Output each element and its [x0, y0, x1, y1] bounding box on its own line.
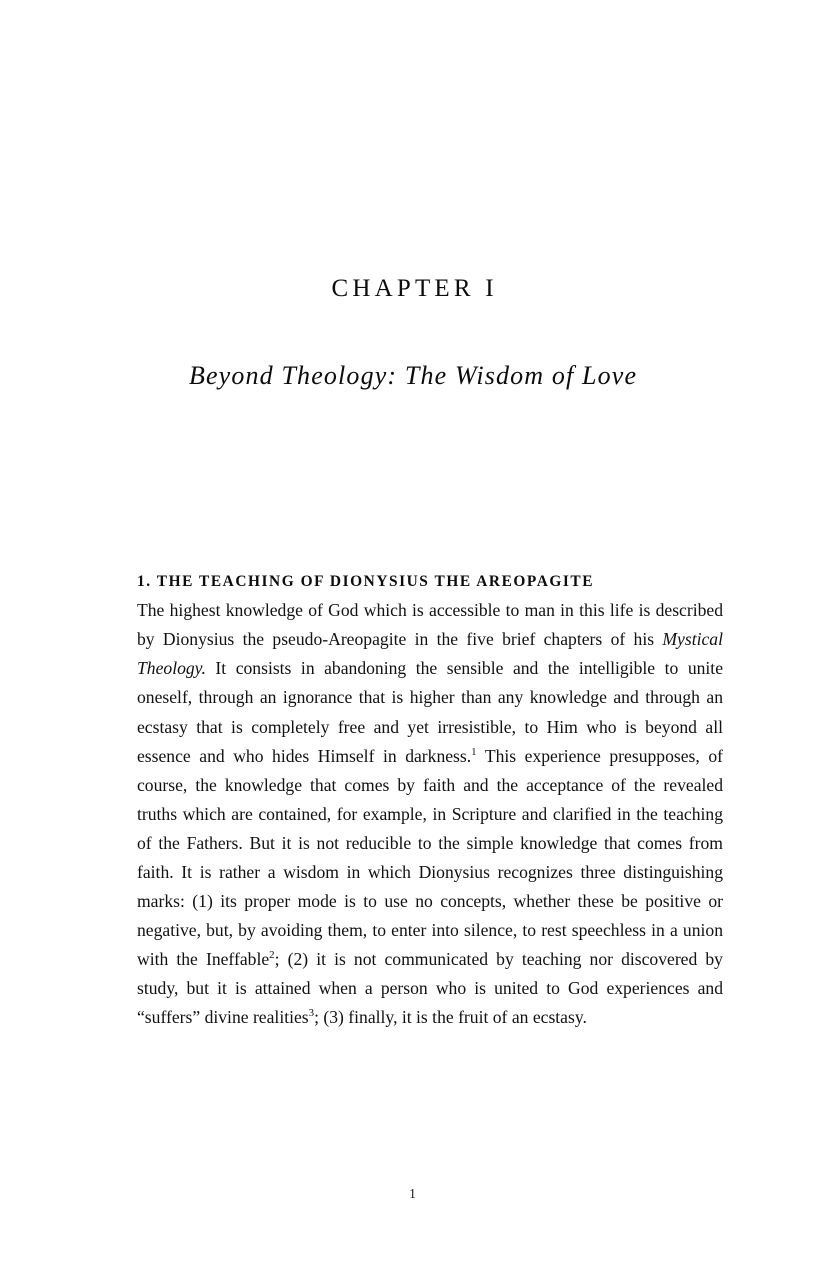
chapter-number: CHAPTER I — [331, 275, 498, 302]
footnote-marker: 2 — [269, 949, 275, 962]
section-heading: 1. THE TEACHING OF DIONYSIUS THE AREOPAGITE — [137, 573, 595, 590]
italic-work-title: Mystical Theology. — [137, 629, 723, 679]
footnote-marker: 3 — [308, 1007, 315, 1020]
section-paragraph: The highest knowledge of God which is accessible to man in this life is described by Dionysius the pseudo-Areopagite in the five brief chapters of his Mystical Theology. It consists in abandoning the sensible and the intelligible to unite oneself, through an ignorance that is higher than any knowledge and through an ecstasy that is completely free and yet irresistible, to Him who is beyond all essence and who hides Himself in darkness.$^1$ This experience presupposes, of course, the knowledge that comes by faith and the acceptance of the revealed truths which are contained, for example, in Scripture and clarified in the teaching of the Fathers. But it is not reducible to the simple knowledge that comes from faith. It is rather a wisdom in which Dionysius recognizes three distinguishing marks: (1) its proper mode is to use no concepts, whether these be positive or negative, but, by avoiding them, to enter into silence, to rest speechless in a union with the Ineffable$^2$; (2) it is not communicated by teaching nor discovered by study, but it is attained when a person who is united to God experiences and “suffers” divine realities$^3$; (3) finally, it is the fruit of an ecstasy. — [137, 600, 723, 1027]
body-column — [137, 571, 723, 1032]
page-number: 1 — [409, 1186, 416, 1201]
chapter-title: Beyond Theology: The Wisdom of Love — [188, 361, 638, 390]
footnote-marker: 1 — [471, 745, 477, 758]
chapter-heading-block — [0, 275, 825, 390]
